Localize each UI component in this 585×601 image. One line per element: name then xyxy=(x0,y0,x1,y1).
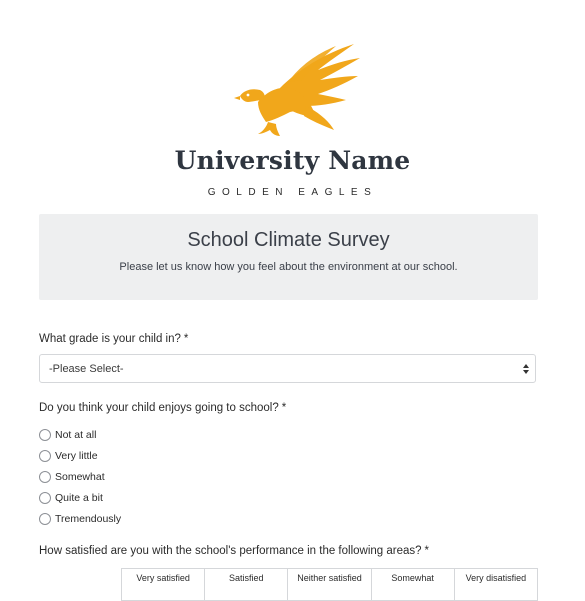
select-arrows-icon xyxy=(522,363,530,375)
survey-description: Please let us know how you feel about the environment at our school. xyxy=(119,261,458,273)
university-logo xyxy=(0,40,585,140)
grade-question-text: What grade is your child in? xyxy=(39,333,181,345)
required-mark: * xyxy=(281,402,287,414)
radio-button[interactable] xyxy=(39,513,51,525)
satisfaction-question-text: How satisfied are you with the school's performance in the following areas? xyxy=(39,545,422,557)
golden-eagle-icon xyxy=(218,40,368,140)
radio-button[interactable] xyxy=(39,450,51,462)
grade-select[interactable] xyxy=(39,354,536,383)
radio-button[interactable] xyxy=(39,429,51,441)
required-mark: * xyxy=(183,333,189,345)
radio-button[interactable] xyxy=(39,471,51,483)
matrix-column-header: Very disatisfied xyxy=(454,569,537,601)
radio-label: Quite a bit xyxy=(55,492,103,504)
grade-select-value: -Please Select- xyxy=(49,363,124,375)
matrix-column-header: Somewhat xyxy=(371,569,454,601)
radio-button[interactable] xyxy=(39,492,51,504)
page-title: School Climate Survey xyxy=(187,229,390,251)
radio-label: Tremendously xyxy=(55,513,122,525)
university-subtitle: GOLDEN EAGLES xyxy=(207,187,378,198)
grade-question-label xyxy=(39,333,188,345)
radio-label: Somewhat xyxy=(55,471,105,483)
matrix-column-header: Very satisfied xyxy=(122,569,205,601)
university-name: University Name xyxy=(174,146,411,175)
radio-label: Very little xyxy=(55,450,98,462)
required-mark: * xyxy=(424,545,430,557)
radio-label: Not at all xyxy=(55,429,97,441)
matrix-column-header: Neither satisfied xyxy=(288,569,371,601)
matrix-column-header: Satisfied xyxy=(205,569,288,601)
satisfaction-question-label xyxy=(39,545,429,557)
survey-banner xyxy=(39,214,538,300)
enjoy-question-text: Do you think your child enjoys going to school? xyxy=(39,402,279,414)
enjoy-question-label xyxy=(39,402,286,414)
